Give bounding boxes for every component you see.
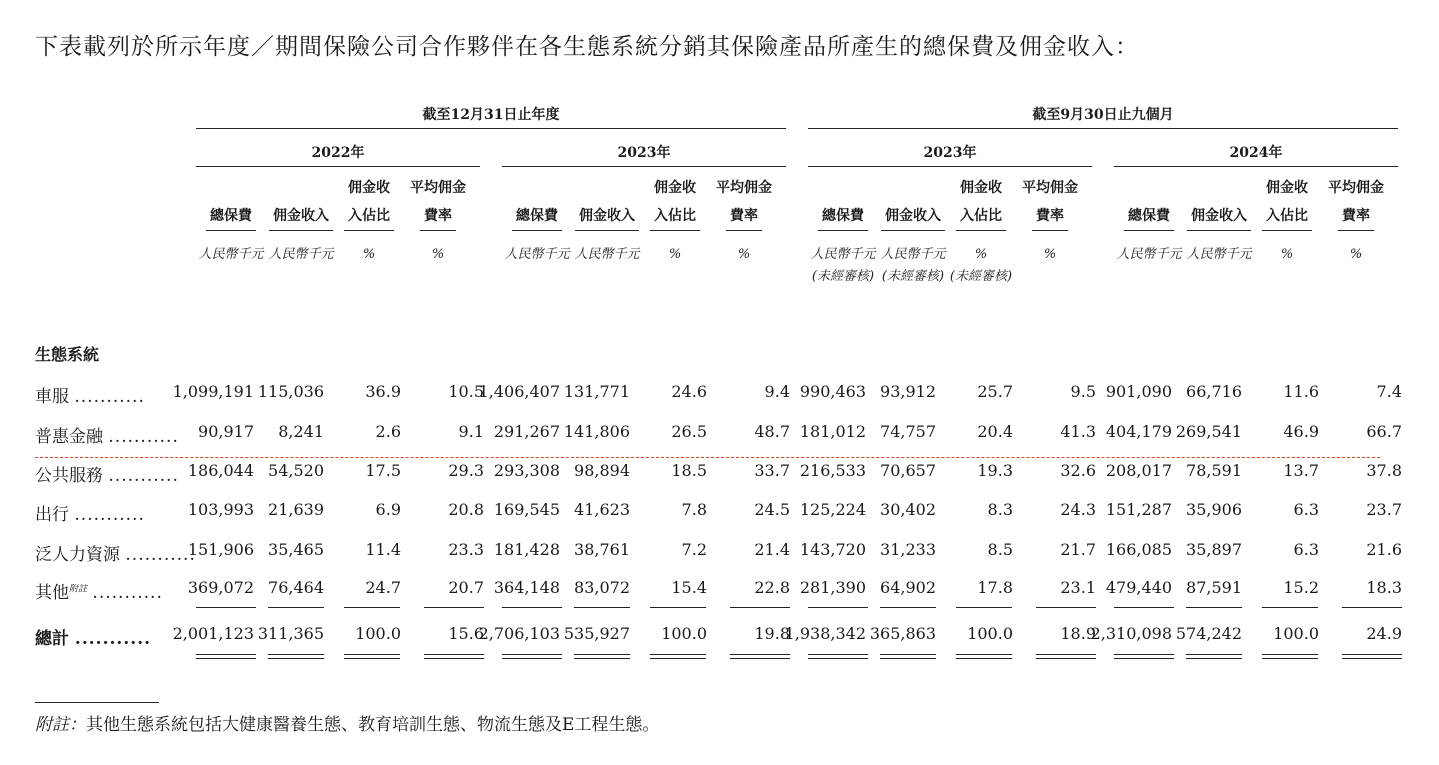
year-rule xyxy=(502,166,786,167)
table-cell: 93,912 xyxy=(880,382,936,401)
table-cell: 37.8 xyxy=(1366,461,1402,480)
column-header xyxy=(388,174,488,231)
column-header-line2: 佣金收入 xyxy=(1187,202,1251,231)
total-double-rule xyxy=(1036,654,1096,659)
table-cell: 90,917 xyxy=(198,422,254,441)
table-cell: 990,463 xyxy=(799,382,866,401)
total-double-rule xyxy=(196,654,256,659)
unaudited-label: (未經審核) xyxy=(811,269,875,284)
unit-text: % xyxy=(431,247,445,262)
table-cell: 31,233 xyxy=(880,540,936,559)
table-cell: 151,287 xyxy=(1105,500,1172,519)
column-header-line1: 平均佣金 xyxy=(716,180,772,196)
table-cell: 100.0 xyxy=(967,624,1013,643)
table-cell: 24.5 xyxy=(754,500,790,519)
table-cell: 186,044 xyxy=(187,461,254,480)
subtotal-rule xyxy=(1114,607,1174,608)
table-cell: 26.5 xyxy=(671,422,707,441)
table-cell: 6.3 xyxy=(1293,500,1319,519)
table-cell: 535,927 xyxy=(563,624,630,643)
table-cell: 103,993 xyxy=(187,500,254,519)
table-cell: 365,863 xyxy=(869,624,936,643)
table-cell: 281,390 xyxy=(799,578,866,597)
column-header xyxy=(1000,174,1100,231)
year-rule xyxy=(1114,166,1398,167)
leader-dots: ........... xyxy=(74,387,145,407)
table-cell: 21.6 xyxy=(1366,540,1402,559)
table-cell: 9.1 xyxy=(458,422,484,441)
table-cell: 54,520 xyxy=(268,461,324,480)
table-cell: 30,402 xyxy=(880,500,936,519)
table-cell: 35,906 xyxy=(1186,500,1242,519)
unit-text: % xyxy=(362,247,376,262)
table-cell: 64,902 xyxy=(880,578,936,597)
table-cell: 7.4 xyxy=(1376,382,1402,401)
table-cell: 208,017 xyxy=(1105,461,1172,480)
unit-label xyxy=(388,244,488,266)
subtotal-rule xyxy=(1342,607,1402,608)
dashed-guide-line xyxy=(35,457,1380,458)
table-cell: 32.6 xyxy=(1060,461,1096,480)
leader-dots: ........... xyxy=(108,427,179,447)
table-cell: 20.4 xyxy=(977,422,1013,441)
year-header: 2023年 xyxy=(617,145,671,161)
footnote xyxy=(35,710,659,735)
table-cell: 169,545 xyxy=(493,500,560,519)
column-header-line2: 入佔比 xyxy=(344,202,394,231)
unit-text: 人民幣千元 xyxy=(1186,247,1252,262)
unit-text: % xyxy=(668,247,682,262)
table-cell: 311,365 xyxy=(257,624,324,643)
column-header-line2: 費率 xyxy=(726,202,762,231)
row-label xyxy=(35,500,145,525)
unit-text: 人民幣千元 xyxy=(574,247,640,262)
table-cell: 181,012 xyxy=(799,422,866,441)
table-cell: 1,938,342 xyxy=(784,624,866,643)
unit-text: % xyxy=(1043,247,1057,262)
table-cell: 78,591 xyxy=(1186,461,1242,480)
period-rule-annual xyxy=(196,128,786,129)
row-label-text: 其他 xyxy=(35,583,69,603)
period-rule-nine-month xyxy=(808,128,1398,129)
subtotal-rule xyxy=(1186,607,1242,608)
table-cell: 21.4 xyxy=(754,540,790,559)
unit-label xyxy=(694,244,794,266)
table-cell: 125,224 xyxy=(799,500,866,519)
column-header-line2: 費率 xyxy=(420,202,456,231)
total-double-rule xyxy=(424,654,484,659)
table-cell: 18.9 xyxy=(1060,624,1096,643)
table-cell: 131,771 xyxy=(563,382,630,401)
unit-text: % xyxy=(1349,247,1363,262)
year-header: 2023年 xyxy=(923,145,977,161)
table-cell: 23.3 xyxy=(448,540,484,559)
column-header-line1: 平均佣金 xyxy=(1328,180,1384,196)
table-cell: 48.7 xyxy=(754,422,790,441)
table-cell: 364,148 xyxy=(493,578,560,597)
total-double-rule xyxy=(808,654,868,659)
unit-text: % xyxy=(974,247,988,262)
table-cell: 35,897 xyxy=(1186,540,1242,559)
footnote-text: 其他生態系統包括大健康醫養生態、教育培訓生態、物流生態及E工程生態。 xyxy=(86,715,660,735)
unit-text: 人民幣千元 xyxy=(880,247,946,262)
total-double-rule xyxy=(880,654,936,659)
table-cell: 2,001,123 xyxy=(172,624,254,643)
unit-text: 人民幣千元 xyxy=(198,247,264,262)
table-cell: 151,906 xyxy=(187,540,254,559)
total-double-rule xyxy=(730,654,790,659)
table-cell: 83,072 xyxy=(574,578,630,597)
row-label-text: 普惠金融 xyxy=(35,427,103,447)
table-cell: 98,894 xyxy=(574,461,630,480)
subtotal-rule xyxy=(880,607,936,608)
subtotal-rule xyxy=(424,607,484,608)
subtotal-rule xyxy=(1036,607,1096,608)
total-double-rule xyxy=(268,654,324,659)
table-cell: 141,806 xyxy=(563,422,630,441)
table-cell: 2,706,103 xyxy=(478,624,560,643)
column-header-line2: 總保費 xyxy=(206,202,256,231)
column-header-line1: 平均佣金 xyxy=(1022,180,1078,196)
period-header-nine-month: 截至9月30日止九個月 xyxy=(1032,107,1174,123)
table-cell: 8.3 xyxy=(987,500,1013,519)
total-double-rule xyxy=(650,654,706,659)
year-rule xyxy=(808,166,1092,167)
column-header-line2: 佣金收入 xyxy=(269,202,333,231)
leader-dots: ........... xyxy=(92,583,163,603)
unit-text: 人民幣千元 xyxy=(268,247,334,262)
column-header-line2: 入佔比 xyxy=(1262,202,1312,231)
column-header-line2: 總保費 xyxy=(818,202,868,231)
table-cell: 36.9 xyxy=(365,382,401,401)
table-cell: 6.3 xyxy=(1293,540,1319,559)
table-cell: 9.4 xyxy=(764,382,790,401)
column-header-line1: 平均佣金 xyxy=(410,180,466,196)
table-cell: 15.4 xyxy=(671,578,707,597)
note-divider xyxy=(35,702,159,703)
unit-text: 人民幣千元 xyxy=(504,247,570,262)
column-header-line2: 總保費 xyxy=(1124,202,1174,231)
table-cell: 901,090 xyxy=(1105,382,1172,401)
table-cell: 7.2 xyxy=(681,540,707,559)
table-cell: 19.8 xyxy=(754,624,790,643)
table-cell: 166,085 xyxy=(1105,540,1172,559)
table-cell: 87,591 xyxy=(1186,578,1242,597)
leader-dots: ........... xyxy=(74,505,145,525)
table-cell: 11.6 xyxy=(1283,382,1319,401)
table-cell: 35,465 xyxy=(268,540,324,559)
period-header-annual: 截至12月31日止年度 xyxy=(422,107,560,123)
column-header-line1: 佣金收 xyxy=(1266,180,1308,196)
row-label-text: 公共服務 xyxy=(35,466,103,486)
subtotal-rule xyxy=(1262,607,1318,608)
table-cell: 574,242 xyxy=(1175,624,1242,643)
unaudited-label: (未經審核) xyxy=(881,269,945,284)
table-cell: 115,036 xyxy=(257,382,324,401)
table-cell: 22.8 xyxy=(754,578,790,597)
table-cell: 23.1 xyxy=(1060,578,1096,597)
row-label-footnote-ref: 附註 xyxy=(69,584,88,595)
unit-label xyxy=(1306,244,1406,266)
table-cell: 291,267 xyxy=(493,422,560,441)
table-cell: 18.3 xyxy=(1366,578,1402,597)
table-cell: 19.3 xyxy=(977,461,1013,480)
table-cell: 24.3 xyxy=(1060,500,1096,519)
table-cell: 13.7 xyxy=(1283,461,1319,480)
column-header xyxy=(1306,174,1406,231)
row-label-text: 車服 xyxy=(35,387,69,407)
column-header-line1: 佣金收 xyxy=(654,180,696,196)
table-cell: 181,428 xyxy=(493,540,560,559)
table-cell: 8,241 xyxy=(278,422,324,441)
row-label-text: 總計 xyxy=(35,629,69,649)
total-double-rule xyxy=(1262,654,1318,659)
table-cell: 24.6 xyxy=(671,382,707,401)
row-label-text: 泛人力資源 xyxy=(35,545,120,565)
table-cell: 46.9 xyxy=(1283,422,1319,441)
table-cell: 11.4 xyxy=(365,540,401,559)
subtotal-rule xyxy=(344,607,400,608)
section-title: 生態系統 xyxy=(35,345,100,364)
table-cell: 216,533 xyxy=(799,461,866,480)
table-cell: 74,757 xyxy=(880,422,936,441)
unit-text: 人民幣千元 xyxy=(810,247,876,262)
table-cell: 25.7 xyxy=(977,382,1013,401)
table-cell: 17.5 xyxy=(365,461,401,480)
table-cell: 9.5 xyxy=(1070,382,1096,401)
column-header-line2: 佣金收入 xyxy=(881,202,945,231)
total-double-rule xyxy=(574,654,630,659)
table-cell: 404,179 xyxy=(1105,422,1172,441)
table-cell: 21.7 xyxy=(1060,540,1096,559)
table-cell: 2.6 xyxy=(375,422,401,441)
table-cell: 29.3 xyxy=(448,461,484,480)
total-double-rule xyxy=(344,654,400,659)
total-double-rule xyxy=(956,654,1012,659)
table-cell: 24.7 xyxy=(365,578,401,597)
table-cell: 15.2 xyxy=(1283,578,1319,597)
subtotal-rule xyxy=(730,607,790,608)
unit-text: 人民幣千元 xyxy=(1116,247,1182,262)
year-rule xyxy=(196,166,480,167)
leader-dots: ........... xyxy=(74,629,152,649)
table-cell: 41.3 xyxy=(1060,422,1096,441)
column-header-line1: 佣金收 xyxy=(960,180,1002,196)
table-cell: 21,639 xyxy=(268,500,324,519)
column-header-line2: 佣金收入 xyxy=(575,202,639,231)
table-cell: 17.8 xyxy=(977,578,1013,597)
total-double-rule xyxy=(1114,654,1174,659)
column-header-line2: 總保費 xyxy=(512,202,562,231)
unit-label xyxy=(1000,244,1100,266)
row-label xyxy=(35,382,145,407)
subtotal-rule xyxy=(502,607,562,608)
table-cell: 38,761 xyxy=(574,540,630,559)
table-cell: 70,657 xyxy=(880,461,936,480)
column-header-line1: 佣金收 xyxy=(348,180,390,196)
total-double-rule xyxy=(1342,654,1402,659)
subtotal-rule xyxy=(956,607,1012,608)
unit-text: % xyxy=(1280,247,1294,262)
table-cell: 10.5 xyxy=(448,382,484,401)
table-cell: 33.7 xyxy=(754,461,790,480)
leader-dots: ........... xyxy=(125,545,196,565)
table-cell: 100.0 xyxy=(661,624,707,643)
table-cell: 20.7 xyxy=(448,578,484,597)
column-header-line2: 入佔比 xyxy=(956,202,1006,231)
unaudited-label: (未經審核) xyxy=(949,269,1013,284)
table-cell: 7.8 xyxy=(681,500,707,519)
leader-dots: ........... xyxy=(108,466,179,486)
column-header-line2: 入佔比 xyxy=(650,202,700,231)
table-cell: 76,464 xyxy=(268,578,324,597)
year-header: 2024年 xyxy=(1229,145,1283,161)
table-cell: 15.6 xyxy=(448,624,484,643)
unit-text: % xyxy=(737,247,751,262)
table-cell: 8.5 xyxy=(987,540,1013,559)
total-double-rule xyxy=(1186,654,1242,659)
table-cell: 2,310,098 xyxy=(1090,624,1172,643)
column-header xyxy=(694,174,794,231)
table-cell: 1,406,407 xyxy=(478,382,560,401)
table-cell: 269,541 xyxy=(1175,422,1242,441)
intro-text: 下表載列於所示年度／期間保險公司合作夥伴在各生態系統分銷其保險產品所產生的總保費及佣金收入： xyxy=(35,34,1139,60)
subtotal-rule xyxy=(808,607,868,608)
table-cell: 66.7 xyxy=(1366,422,1402,441)
column-header-line2: 費率 xyxy=(1032,202,1068,231)
table-cell: 18.5 xyxy=(671,461,707,480)
table-cell: 66,716 xyxy=(1186,382,1242,401)
subtotal-rule xyxy=(650,607,706,608)
footnote-prefix: 附註： xyxy=(35,715,86,735)
column-header-line2: 費率 xyxy=(1338,202,1374,231)
table-cell: 479,440 xyxy=(1105,578,1172,597)
subtotal-rule xyxy=(196,607,256,608)
row-label-text: 出行 xyxy=(35,505,69,525)
subtotal-rule xyxy=(574,607,630,608)
table-cell: 369,072 xyxy=(187,578,254,597)
year-header: 2022年 xyxy=(311,145,365,161)
table-cell: 293,308 xyxy=(493,461,560,480)
subtotal-rule xyxy=(268,607,324,608)
total-double-rule xyxy=(502,654,562,659)
table-cell: 20.8 xyxy=(448,500,484,519)
table-cell: 100.0 xyxy=(355,624,401,643)
table-cell: 24.9 xyxy=(1366,624,1402,643)
table-cell: 41,623 xyxy=(574,500,630,519)
table-cell: 1,099,191 xyxy=(172,382,254,401)
table-cell: 143,720 xyxy=(799,540,866,559)
table-cell: 6.9 xyxy=(375,500,401,519)
table-cell: 100.0 xyxy=(1273,624,1319,643)
table-cell: 23.7 xyxy=(1366,500,1402,519)
